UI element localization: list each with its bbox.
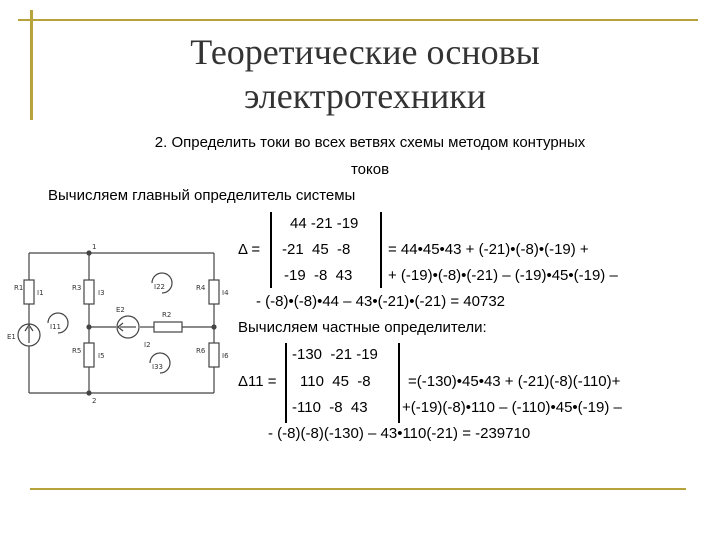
resistor-r2 [154,322,182,332]
resistor-r3 [84,280,94,304]
label-i11: I11 [50,323,61,331]
main-heading: Вычисляем главный определитель системы [48,187,356,204]
node-mid-dot [87,325,91,329]
label-r3: R3 [72,284,82,292]
decor-vertical-line [30,10,33,120]
partial-det-row-3: -110 -8 43 [292,399,368,416]
resistor-r4 [209,280,219,304]
main-expr-line-2: + (-19)•(-8)•(-21) – (-19)•45•(-19) – [388,267,618,284]
resistor-r6 [209,343,219,367]
partial-det-row-2: 110 45 -8 [300,373,371,390]
label-i6: I6 [222,352,229,360]
partial-det-left-bar [285,343,287,423]
partial-heading: Вычисляем частные определители: [238,319,487,336]
label-i33: I33 [152,363,163,371]
circuit-diagram [4,235,236,415]
main-det-left-bar [270,212,272,288]
task-line-1: 2. Определить токи во всех ветвях схемы методом контурных [154,134,586,151]
resistor-r1 [24,280,34,304]
label-i4: I4 [222,289,229,297]
main-expr-line-3: - (-8)•(-8)•44 – 43•(-21)•(-21) = 40732 [256,293,506,310]
decor-top-line [18,19,698,21]
partial-det-label: Δ11 = [238,373,277,390]
label-r1: R1 [14,284,24,292]
partial-expr-line-3: - (-8)(-8)(-130) – 43•110(-21) = -239710 [268,425,531,442]
label-e2: E2 [116,306,125,314]
partial-expr-line-1: =(-130)•45•43 + (-21)(-8)(-110)+ [408,373,621,390]
node-2-dot [87,391,91,395]
label-r2: R2 [162,311,172,319]
partial-expr-line-2: +(-19)(-8)•110 – (-110)•45•(-19) – [402,399,622,416]
node-right-dot [212,325,216,329]
title-line-2: электротехники [244,76,486,116]
label-e1: E1 [7,333,16,341]
resistor-r5 [84,343,94,367]
label-r6: R6 [196,347,206,355]
label-i3: I3 [98,289,105,297]
main-det-row-1: 44 -21 -19 [290,215,359,232]
label-node-2: 2 [92,397,97,405]
label-i22: I22 [154,283,165,291]
label-i2: I2 [144,341,151,349]
main-det-right-bar [380,212,382,288]
title-line-1: Теоретические основы [190,32,540,72]
label-node-1: 1 [92,243,97,251]
main-det-row-2: -21 45 -8 [282,241,351,258]
partial-det-row-1: -130 -21 -19 [292,346,378,363]
node-1-dot [87,251,91,255]
task-line-2: токов [350,161,390,178]
label-i1: I1 [37,289,44,297]
main-det-row-3: -19 -8 43 [284,267,353,284]
slide-title [60,30,670,118]
main-expr-line-1: = 44•45•43 + (-21)•(-8)•(-19) + [388,241,589,258]
label-i5: I5 [98,352,105,360]
main-det-label: Δ = [238,241,261,258]
label-r4: R4 [196,284,206,292]
partial-det-right-bar [398,343,400,423]
decor-bottom-line [30,488,686,490]
label-r5: R5 [72,347,82,355]
